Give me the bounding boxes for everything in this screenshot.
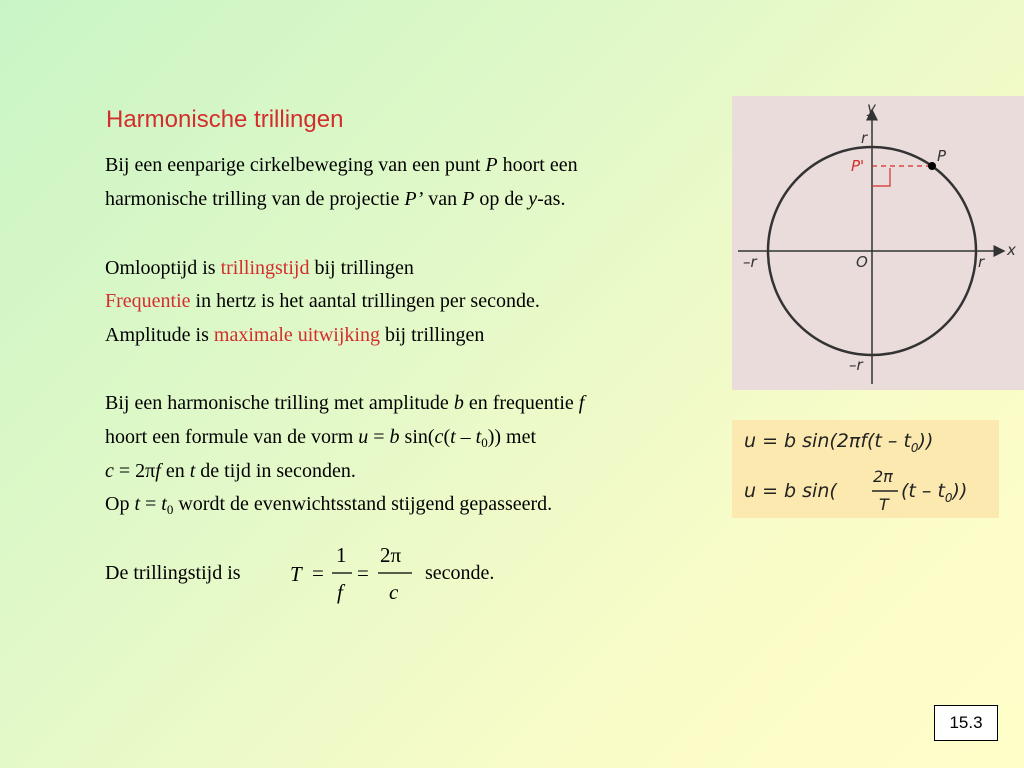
var-b: b	[453, 392, 464, 414]
fraction-den-1: f	[337, 580, 343, 604]
text: harmonische trilling van de projectie	[105, 188, 405, 210]
formula-2-num: 2π	[873, 467, 893, 486]
text: = 2π	[113, 460, 156, 482]
text: sin(	[399, 426, 435, 448]
text: =	[140, 493, 162, 515]
intro-line-1	[105, 153, 578, 177]
text: op de	[474, 188, 529, 210]
text: bij trillingen	[379, 324, 485, 346]
origin-label: O	[856, 253, 868, 271]
def-omlooptijd	[105, 256, 414, 280]
point-p	[928, 162, 936, 170]
r-left-label: –r	[743, 253, 757, 271]
def-frequentie	[105, 289, 540, 313]
point-p-label: P	[937, 147, 947, 165]
formula-line-3	[105, 459, 356, 483]
text: Omlooptijd is	[105, 257, 221, 279]
text: Bij een harmonische trilling met amplitude	[105, 392, 454, 414]
formula-2-den: T	[879, 495, 889, 514]
x-axis-label: x	[1007, 241, 1016, 259]
period-prefix: De trillingstijd is	[105, 562, 241, 584]
var-b: b	[389, 426, 400, 448]
text: en frequentie	[463, 392, 579, 414]
formula-box	[732, 420, 999, 518]
equals: =	[357, 561, 369, 585]
formula-2: u = b sin(	[744, 480, 837, 502]
text: van	[423, 188, 463, 210]
text: -as.	[537, 188, 566, 210]
highlight-term: maximale uitwijking	[213, 324, 380, 346]
subscript: 0	[166, 502, 174, 517]
def-amplitude	[105, 323, 484, 347]
formula-2-tail: $(t - t_0)$)	[901, 480, 968, 505]
formula-line-4	[105, 492, 552, 516]
var-f: f	[578, 392, 585, 414]
text: (	[443, 426, 451, 448]
var-c: c	[434, 426, 444, 448]
text: Op	[105, 493, 135, 515]
var-c: c	[105, 460, 114, 482]
var-f: f	[155, 460, 161, 482]
subscript: 0	[481, 435, 488, 450]
formula-box-content	[732, 420, 999, 518]
text: in hertz is het aantal trillingen per seconde.	[190, 290, 540, 312]
y-axis-label: y	[867, 99, 876, 117]
formula-line-1	[105, 391, 584, 415]
var-t: t	[475, 426, 482, 448]
text: Amplitude is	[105, 324, 214, 346]
text: –	[455, 426, 476, 448]
text: wordt de evenwichtsstand stijgend gepasseerd.	[173, 493, 553, 515]
r-top-label: r	[861, 129, 868, 147]
text: bij trillingen	[309, 257, 414, 279]
intro-line-2	[105, 187, 565, 211]
fraction-den-2: c	[389, 580, 399, 604]
text: Bij een eenparige cirkelbeweging van een punt	[105, 154, 486, 176]
var-t: t	[450, 426, 456, 448]
r-right-label: r	[978, 253, 985, 271]
var-y: y	[528, 188, 538, 210]
text: hoort een	[497, 154, 578, 176]
formula-line-2	[105, 425, 536, 449]
var-p-prime: P’	[404, 188, 424, 210]
var-p: P	[462, 188, 475, 210]
var-T: T	[290, 562, 302, 586]
page-number: 15.3	[934, 705, 998, 741]
text: =	[368, 426, 390, 448]
highlight-term: trillingstijd	[220, 257, 310, 279]
equals: =	[312, 561, 324, 585]
var-t: t	[134, 493, 141, 515]
var-p: P	[485, 154, 498, 176]
circle-figure	[732, 96, 1024, 390]
period-equation	[288, 538, 418, 610]
slide-title: Harmonische trillingen	[106, 106, 344, 133]
fraction-num-1: 1	[336, 543, 347, 567]
var-t: t	[161, 493, 167, 515]
r-bottom-label: –r	[849, 356, 863, 374]
var-u: u	[358, 426, 369, 448]
period-suffix: seconde.	[425, 562, 495, 584]
var-t: t	[189, 460, 196, 482]
text: )) met	[487, 426, 537, 448]
right-angle-marker	[872, 168, 890, 186]
formula-1: u = b $\sin(2\pi f(t - t_0))$	[744, 430, 934, 455]
text: hoort een formule van de vorm	[105, 426, 359, 448]
text: de tijd in seconden.	[195, 460, 356, 482]
text: en	[160, 460, 190, 482]
fraction-num-2: 2π	[380, 543, 402, 567]
projection-label: P'	[851, 157, 865, 175]
unit-circle-diagram	[732, 96, 1024, 390]
highlight-term: Frequentie	[105, 290, 191, 312]
